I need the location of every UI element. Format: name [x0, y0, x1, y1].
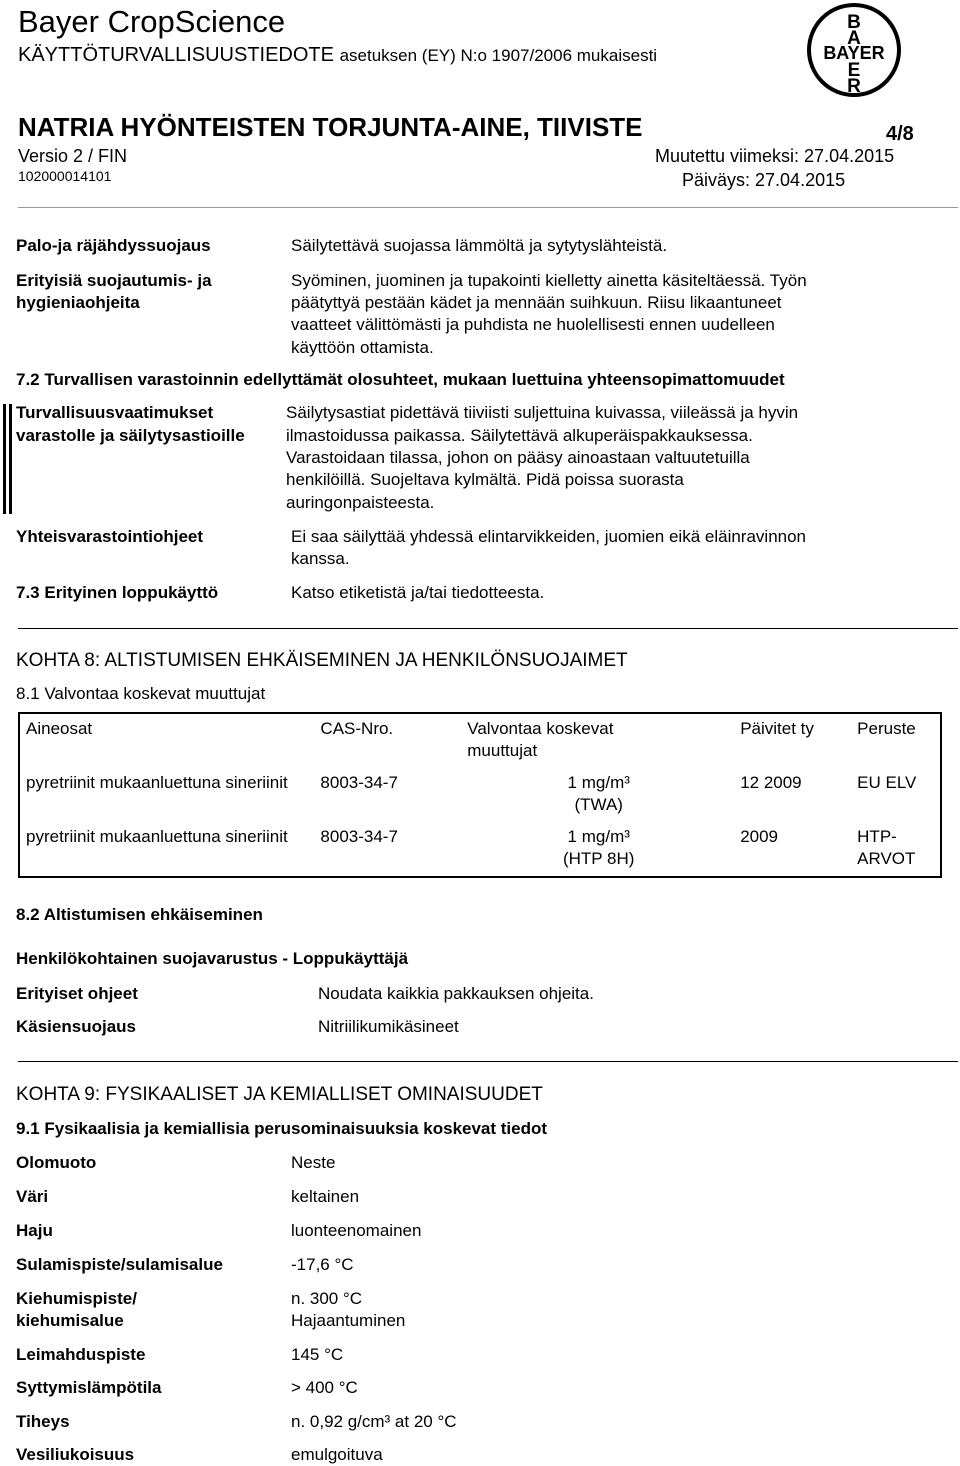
- table-row: [19, 822, 941, 877]
- logo-letter-e: E: [847, 60, 861, 81]
- hygiene-text-line: käyttöön ottamista.: [291, 338, 434, 357]
- column-header: Peruste: [857, 719, 916, 738]
- version-label: Versio 2 / FIN: [18, 146, 128, 166]
- document-type-title: KÄYTTÖTURVALLISUUSTIEDOTE: [18, 44, 334, 66]
- hand-protection-label: Käsiensuojaus: [16, 1017, 136, 1036]
- limit-type: (TWA): [574, 795, 623, 814]
- issue-date: Päiväys: 27.04.2015: [682, 170, 846, 190]
- hygiene-text-line: päätyttyä pestään kädet ja mennään suihkuun. Riisu likaantuneet: [291, 293, 782, 312]
- storage-text-line: Säilytysastiat pidettävä tiiviisti suljettuina kuivassa, viileässä ja hyvin: [286, 403, 799, 422]
- storage-text-line: Varastoidaan tilassa, johon on pääsy ainoastaan valtuutetuilla: [286, 448, 750, 467]
- property-value-cont: Hajaantuminen: [291, 1311, 406, 1330]
- table-row: [19, 768, 941, 822]
- basis: EU ELV: [857, 773, 917, 792]
- subsection-7-2-heading: 7.2 Turvallisen varastoinnin edellyttämät olosuhteet, mukaan luettuina yhteensopimattomuudet: [16, 370, 785, 389]
- property-label: Väri: [16, 1187, 49, 1206]
- revision-bar: [9, 404, 12, 514]
- property-label: Vesiliukoisuus: [16, 1445, 135, 1464]
- column-header: Päivitet ty: [740, 719, 814, 738]
- limit-value: [457, 822, 680, 877]
- property-label: Olomuoto: [16, 1153, 97, 1172]
- limit-amount: 1 mg/m³: [567, 826, 630, 846]
- property-value: luonteenomainen: [291, 1221, 422, 1240]
- fire-protection-label: Palo-ja räjähdyssuojaus: [16, 236, 211, 255]
- company-name: Bayer CropScience: [18, 4, 286, 39]
- property-label: Syttymislämpötila: [16, 1378, 162, 1397]
- property-label: Kiehumispiste/: [16, 1289, 137, 1308]
- exposure-limits-table: [18, 712, 942, 878]
- regulation-text: asetuksen (EY) N:o 1907/2006 mukaisesti: [339, 46, 658, 65]
- hand-protection-text: Nitriilikumikäsineet: [318, 1017, 459, 1036]
- property-label: Sulamispiste/sulamisalue: [16, 1255, 223, 1274]
- bayer-logo: [806, 2, 902, 98]
- storage-label-line1: Turvallisuusvaatimukset: [16, 403, 214, 422]
- ppe-title: Henkilökohtainen suojavarustus - Loppukäyttäjä: [16, 949, 409, 968]
- joint-storage-text-line: kanssa.: [291, 549, 350, 568]
- product-title: NATRIA HYÖNTEISTEN TORJUNTA-AINE, TIIVISTE: [18, 112, 643, 142]
- property-label: Haju: [16, 1221, 53, 1240]
- section-9-title: KOHTA 9: FYSIKAALISET JA KEMIALLISET OMINAISUUDET: [16, 1084, 543, 1105]
- substance-name: pyretriinit mukaanluettuna sineriinit: [26, 773, 288, 792]
- property-label: Tiheys: [16, 1412, 70, 1431]
- basis: HTP-ARVOT: [857, 826, 916, 868]
- header-divider: [18, 207, 958, 208]
- column-header: Aineosat: [26, 719, 93, 738]
- property-value: n. 300 °C: [291, 1289, 363, 1308]
- subsection-8-2-heading: 8.2 Altistumisen ehkäiseminen: [16, 905, 263, 924]
- update-date: 12 2009: [740, 773, 802, 792]
- subsection-9-1-heading: 9.1 Fysikaalisia ja kemiallisia perusominaisuuksia koskevat tiedot: [16, 1119, 548, 1138]
- limit-type: (HTP 8H): [562, 848, 635, 868]
- storage-label-line2: varastolle ja säilytysastioille: [16, 426, 245, 445]
- limit-value: [457, 768, 680, 822]
- subsection-7-3-text: Katso etiketistä ja/tai tiedotteesta.: [291, 583, 545, 602]
- subsection-7-3-heading: 7.3 Erityinen loppukäyttö: [16, 583, 219, 602]
- fire-protection-text: Säilytettävä suojassa lämmöltä ja sytytyslähteistä.: [291, 236, 668, 255]
- logo-letter-b: B: [847, 12, 861, 33]
- revision-bar: [3, 404, 6, 514]
- special-instructions-text: Noudata kaikkia pakkauksen ohjeita.: [318, 984, 594, 1003]
- section-divider: [18, 1061, 958, 1062]
- storage-text-line: ilmastoidussa paikassa. Säilytettävä alkuperäispakkauksessa.: [286, 426, 753, 445]
- hygiene-text-line: Syöminen, juominen ja tupakointi kielletty ainetta käsiteltäessä. Työn: [291, 271, 807, 290]
- column-header: CAS-Nro.: [320, 719, 394, 738]
- document-number: 102000014101: [18, 168, 112, 184]
- logo-letter-a: A: [847, 28, 861, 49]
- page-number: 4/8: [886, 123, 914, 145]
- joint-storage-text-line: Ei saa säilyttää yhdessä elintarvikkeiden, juomien eikä eläinravinnon: [291, 527, 807, 546]
- special-instructions-label: Erityiset ohjeet: [16, 984, 138, 1003]
- property-value: emulgoituva: [291, 1445, 383, 1464]
- column-header: Valvontaa koskevat muuttujat: [467, 719, 614, 760]
- storage-text-line: auringonpaisteesta.: [286, 493, 435, 512]
- modified-date: Muutettu viimeksi: 27.04.2015: [655, 146, 895, 166]
- document-type: [18, 42, 657, 69]
- hygiene-label-line1: Erityisiä suojautumis- ja: [16, 271, 212, 290]
- property-value: n. 0,92 g/cm³ at 20 °C: [291, 1412, 457, 1431]
- logo-letter-r: R: [847, 76, 861, 97]
- hygiene-label-line2: hygieniaohjeita: [16, 293, 140, 312]
- substance-name: pyretriinit mukaanluettuna sineriinit: [26, 826, 288, 846]
- logo-word: BAYER: [823, 43, 885, 63]
- property-label-cont: kiehumisalue: [16, 1311, 124, 1330]
- property-value: > 400 °C: [291, 1378, 358, 1397]
- update-date: 2009: [740, 826, 779, 846]
- storage-text-line: henkilöillä. Suojeltava kylmältä. Pidä poissa suorasta: [286, 470, 684, 489]
- hygiene-text-line: vaatteet välittömästi ja puhdista ne huolellisesti ennen uudelleen: [291, 315, 775, 334]
- section-divider: [18, 628, 958, 629]
- cas-number: 8003-34-7: [320, 826, 398, 846]
- limit-amount: 1 mg/m³: [567, 773, 630, 792]
- property-value: 145 °C: [291, 1345, 344, 1364]
- subsection-8-1-text: 8.1 Valvontaa koskevat muuttujat: [16, 684, 266, 703]
- joint-storage-label: Yhteisvarastointiohjeet: [16, 527, 204, 546]
- cas-number: 8003-34-7: [320, 773, 398, 792]
- section-8-title: KOHTA 8: ALTISTUMISEN EHKÄISEMINEN JA HENKILÖNSUOJAIMET: [16, 650, 628, 671]
- property-value: -17,6 °C: [291, 1255, 354, 1274]
- property-label: Leimahduspiste: [16, 1345, 146, 1364]
- property-value: Neste: [291, 1153, 336, 1172]
- property-value: keltainen: [291, 1187, 360, 1206]
- table-header-row: [19, 713, 941, 768]
- subsection-8-1-heading: [16, 683, 265, 705]
